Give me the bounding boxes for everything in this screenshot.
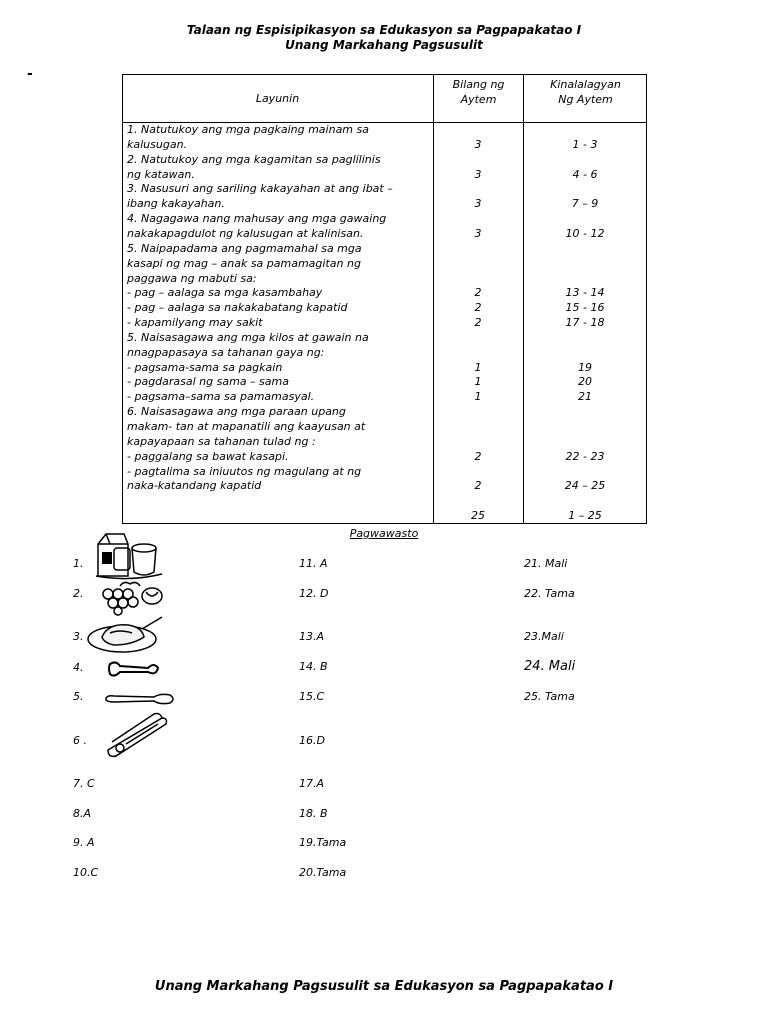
row-item-placement: 10 - 12 — [565, 226, 605, 240]
row-item-count: 3 — [474, 197, 482, 211]
row-item-placement — [524, 434, 646, 449]
milk-and-food-icon — [92, 530, 168, 580]
row-objective — [127, 508, 432, 523]
row-item-placement — [524, 271, 646, 286]
answer-17: 17.A — [299, 777, 325, 790]
row-objective: 2. Natutukoy ang mga kagamitan sa paglilinis — [127, 152, 381, 166]
answer-24: 24. Mali — [524, 659, 576, 674]
answer-21: 21. Mali — [524, 557, 568, 570]
document-title: Talaan ng Espisipikasyon sa Edukasyon sa Pagpapakatao I — [186, 23, 582, 37]
row-item-placement: 21 — [578, 390, 592, 404]
answer-5: 5. — [73, 690, 84, 703]
row-item-count — [434, 404, 522, 419]
row-item-placement — [524, 152, 646, 167]
row-objective: kalusugan. — [127, 137, 188, 151]
row-item-count: 2 — [474, 316, 482, 330]
row-item-placement: 1 – 25 — [568, 509, 602, 523]
row-objective: 6. Naisasagawa ang mga paraan upang — [127, 405, 346, 419]
nail-clipper-icon — [104, 710, 170, 758]
spoon-icon — [104, 690, 176, 708]
row-item-count — [434, 345, 522, 360]
row-item-count — [434, 464, 522, 479]
row-objective: ng katawan. — [127, 167, 195, 181]
row-item-count: 2 — [474, 479, 482, 493]
row-item-count: 3 — [474, 167, 482, 181]
header-bilang-line1: Bilang ng — [452, 78, 505, 91]
row-item-count — [434, 434, 522, 449]
answer-13: 13.A — [299, 630, 325, 643]
row-objective: - pag – aalaga sa mga kasambahay — [127, 286, 323, 300]
row-item-count — [434, 152, 522, 167]
row-item-placement: 1 - 3 — [572, 137, 598, 151]
answer-18: 18. B — [299, 807, 328, 820]
row-item-count — [434, 241, 522, 256]
grapes-icon — [94, 578, 166, 616]
row-item-count: 2 — [474, 286, 482, 300]
row-objective: nnagpapasaya sa tahanan gaya ng: — [127, 345, 325, 359]
row-objective: makam- tan at mapanatili ang kaayusan at — [127, 420, 366, 433]
answer-14: 14. B — [299, 660, 328, 673]
row-objective: paggawa ng mabuti sa: — [127, 271, 257, 285]
answer-12: 12. D — [299, 587, 329, 600]
row-item-placement — [524, 211, 646, 226]
answer-19: 19.Tama — [299, 836, 347, 849]
row-item-placement — [524, 345, 646, 360]
answer-2: 2. — [73, 587, 84, 600]
row-item-count: 1 — [474, 390, 482, 404]
row-item-count: 2 — [474, 449, 482, 463]
answer-1: 1. — [73, 557, 84, 570]
answer-22: 22. Tama — [524, 587, 575, 600]
row-item-count — [434, 122, 522, 137]
answer-8: 8.A — [73, 807, 92, 820]
answer-9: 9. A — [73, 836, 95, 849]
row-item-count — [434, 330, 522, 345]
header-kinalalagyan-line2: Ng Aytem — [558, 93, 613, 106]
row-item-placement: 24 – 25 — [564, 479, 606, 493]
row-item-placement: 22 - 23 — [565, 449, 605, 463]
row-objective: - pag – aalaga sa nakakabatang kapatid — [127, 301, 348, 315]
row-item-placement — [524, 419, 646, 434]
answer-20: 20.Tama — [299, 866, 347, 879]
row-item-placement — [524, 256, 646, 271]
answer-4: 4. — [73, 661, 84, 674]
row-objective: - pagsama-sama sa pagkain — [127, 360, 283, 374]
row-objective: naka-katandang kapatid — [127, 479, 262, 493]
row-objective: - kapamilyang may sakit — [127, 316, 263, 330]
answer-25: 25. Tama — [524, 690, 575, 703]
exam-subtitle: Unang Markahang Pagsusulit sa Edukasyon sa Pagpapakatao I — [154, 979, 614, 994]
row-item-placement: 13 - 14 — [565, 286, 605, 300]
row-item-placement — [524, 330, 646, 345]
row-objective: kapayapaan sa tahanan tulad ng : — [127, 434, 316, 448]
row-objective: - pagdarasal ng sama – sama — [127, 375, 289, 389]
row-item-placement — [524, 122, 646, 137]
row-objective: 3. Nasusuri ang sariling kakayahan at ang ibat – — [127, 182, 393, 196]
row-item-placement: 20 — [578, 375, 592, 389]
answer-15: 15.C — [299, 690, 325, 703]
header-bilang-line2: Aytem — [460, 93, 497, 106]
row-item-count — [434, 493, 522, 508]
row-objective: - pagtalima sa iniuutos ng magulang at ng — [127, 464, 362, 478]
row-item-count: 25 — [471, 509, 485, 523]
row-item-count: 2 — [474, 301, 482, 315]
row-item-placement — [524, 404, 646, 419]
row-objective: nakakapagdulot ng kalusugan at kalinisan. — [127, 226, 364, 240]
row-item-placement: 7 – 9 — [571, 197, 599, 211]
header-kinalalagyan — [524, 77, 647, 107]
answer-23: 23.Mali — [524, 630, 564, 643]
stray-dash: - — [27, 66, 33, 82]
row-item-placement — [524, 493, 646, 508]
answer-3: 3. — [73, 630, 84, 643]
answer-11: 11. A — [299, 557, 328, 570]
row-item-count: 1 — [474, 360, 482, 374]
answer-6: 6 . — [73, 734, 87, 747]
row-objective: kasapi ng mag – anak sa pamamagitan ng — [127, 256, 361, 270]
row-item-count — [434, 256, 522, 271]
row-objective: 4. Nagagawa nang mahusay ang mga gawaing — [127, 212, 387, 226]
answer-7: 7. C — [73, 777, 95, 790]
row-item-placement — [524, 464, 646, 479]
row-objective: 1. Natutukoy ang mga pagkaing mainam sa — [127, 123, 369, 136]
row-item-count — [434, 181, 522, 196]
row-item-count — [434, 419, 522, 434]
row-objective: 5. Naipapadama ang pagmamahal sa mga — [127, 241, 362, 255]
row-item-placement: 4 - 6 — [572, 167, 598, 181]
row-item-count — [434, 271, 522, 286]
row-item-count: 3 — [474, 226, 482, 240]
document-subtitle: Unang Markahang Pagsusulit — [285, 38, 483, 52]
row-item-placement — [524, 241, 646, 256]
row-item-placement: 19 — [578, 360, 592, 374]
answer-key-title: Pagwawasto — [349, 527, 419, 540]
answer-16: 16.D — [299, 734, 325, 747]
row-item-placement: 15 - 16 — [565, 301, 605, 315]
meat-on-plate-icon — [86, 613, 168, 655]
row-item-placement: 17 - 18 — [565, 316, 605, 330]
row-objective: ibang kakayahan. — [127, 197, 225, 211]
row-item-count: 1 — [474, 375, 482, 389]
header-kinalalagyan-line1: Kinalalagyan — [550, 78, 621, 91]
row-item-count — [434, 211, 522, 226]
row-objective: 5. Naisasagawa ang mga kilos at gawain na — [127, 330, 369, 344]
toothbrush-icon — [106, 658, 162, 680]
row-objective: - pagsama–sama sa pamamasyal. — [127, 390, 315, 404]
header-bilang — [434, 77, 523, 107]
row-objective: - paggalang sa bawat kasapi. — [127, 449, 289, 463]
row-objective — [127, 493, 432, 508]
header-layunin: Layunin — [255, 92, 300, 105]
answer-10: 10.C — [73, 866, 99, 879]
row-item-count: 3 — [474, 137, 482, 151]
row-item-placement — [524, 181, 646, 196]
